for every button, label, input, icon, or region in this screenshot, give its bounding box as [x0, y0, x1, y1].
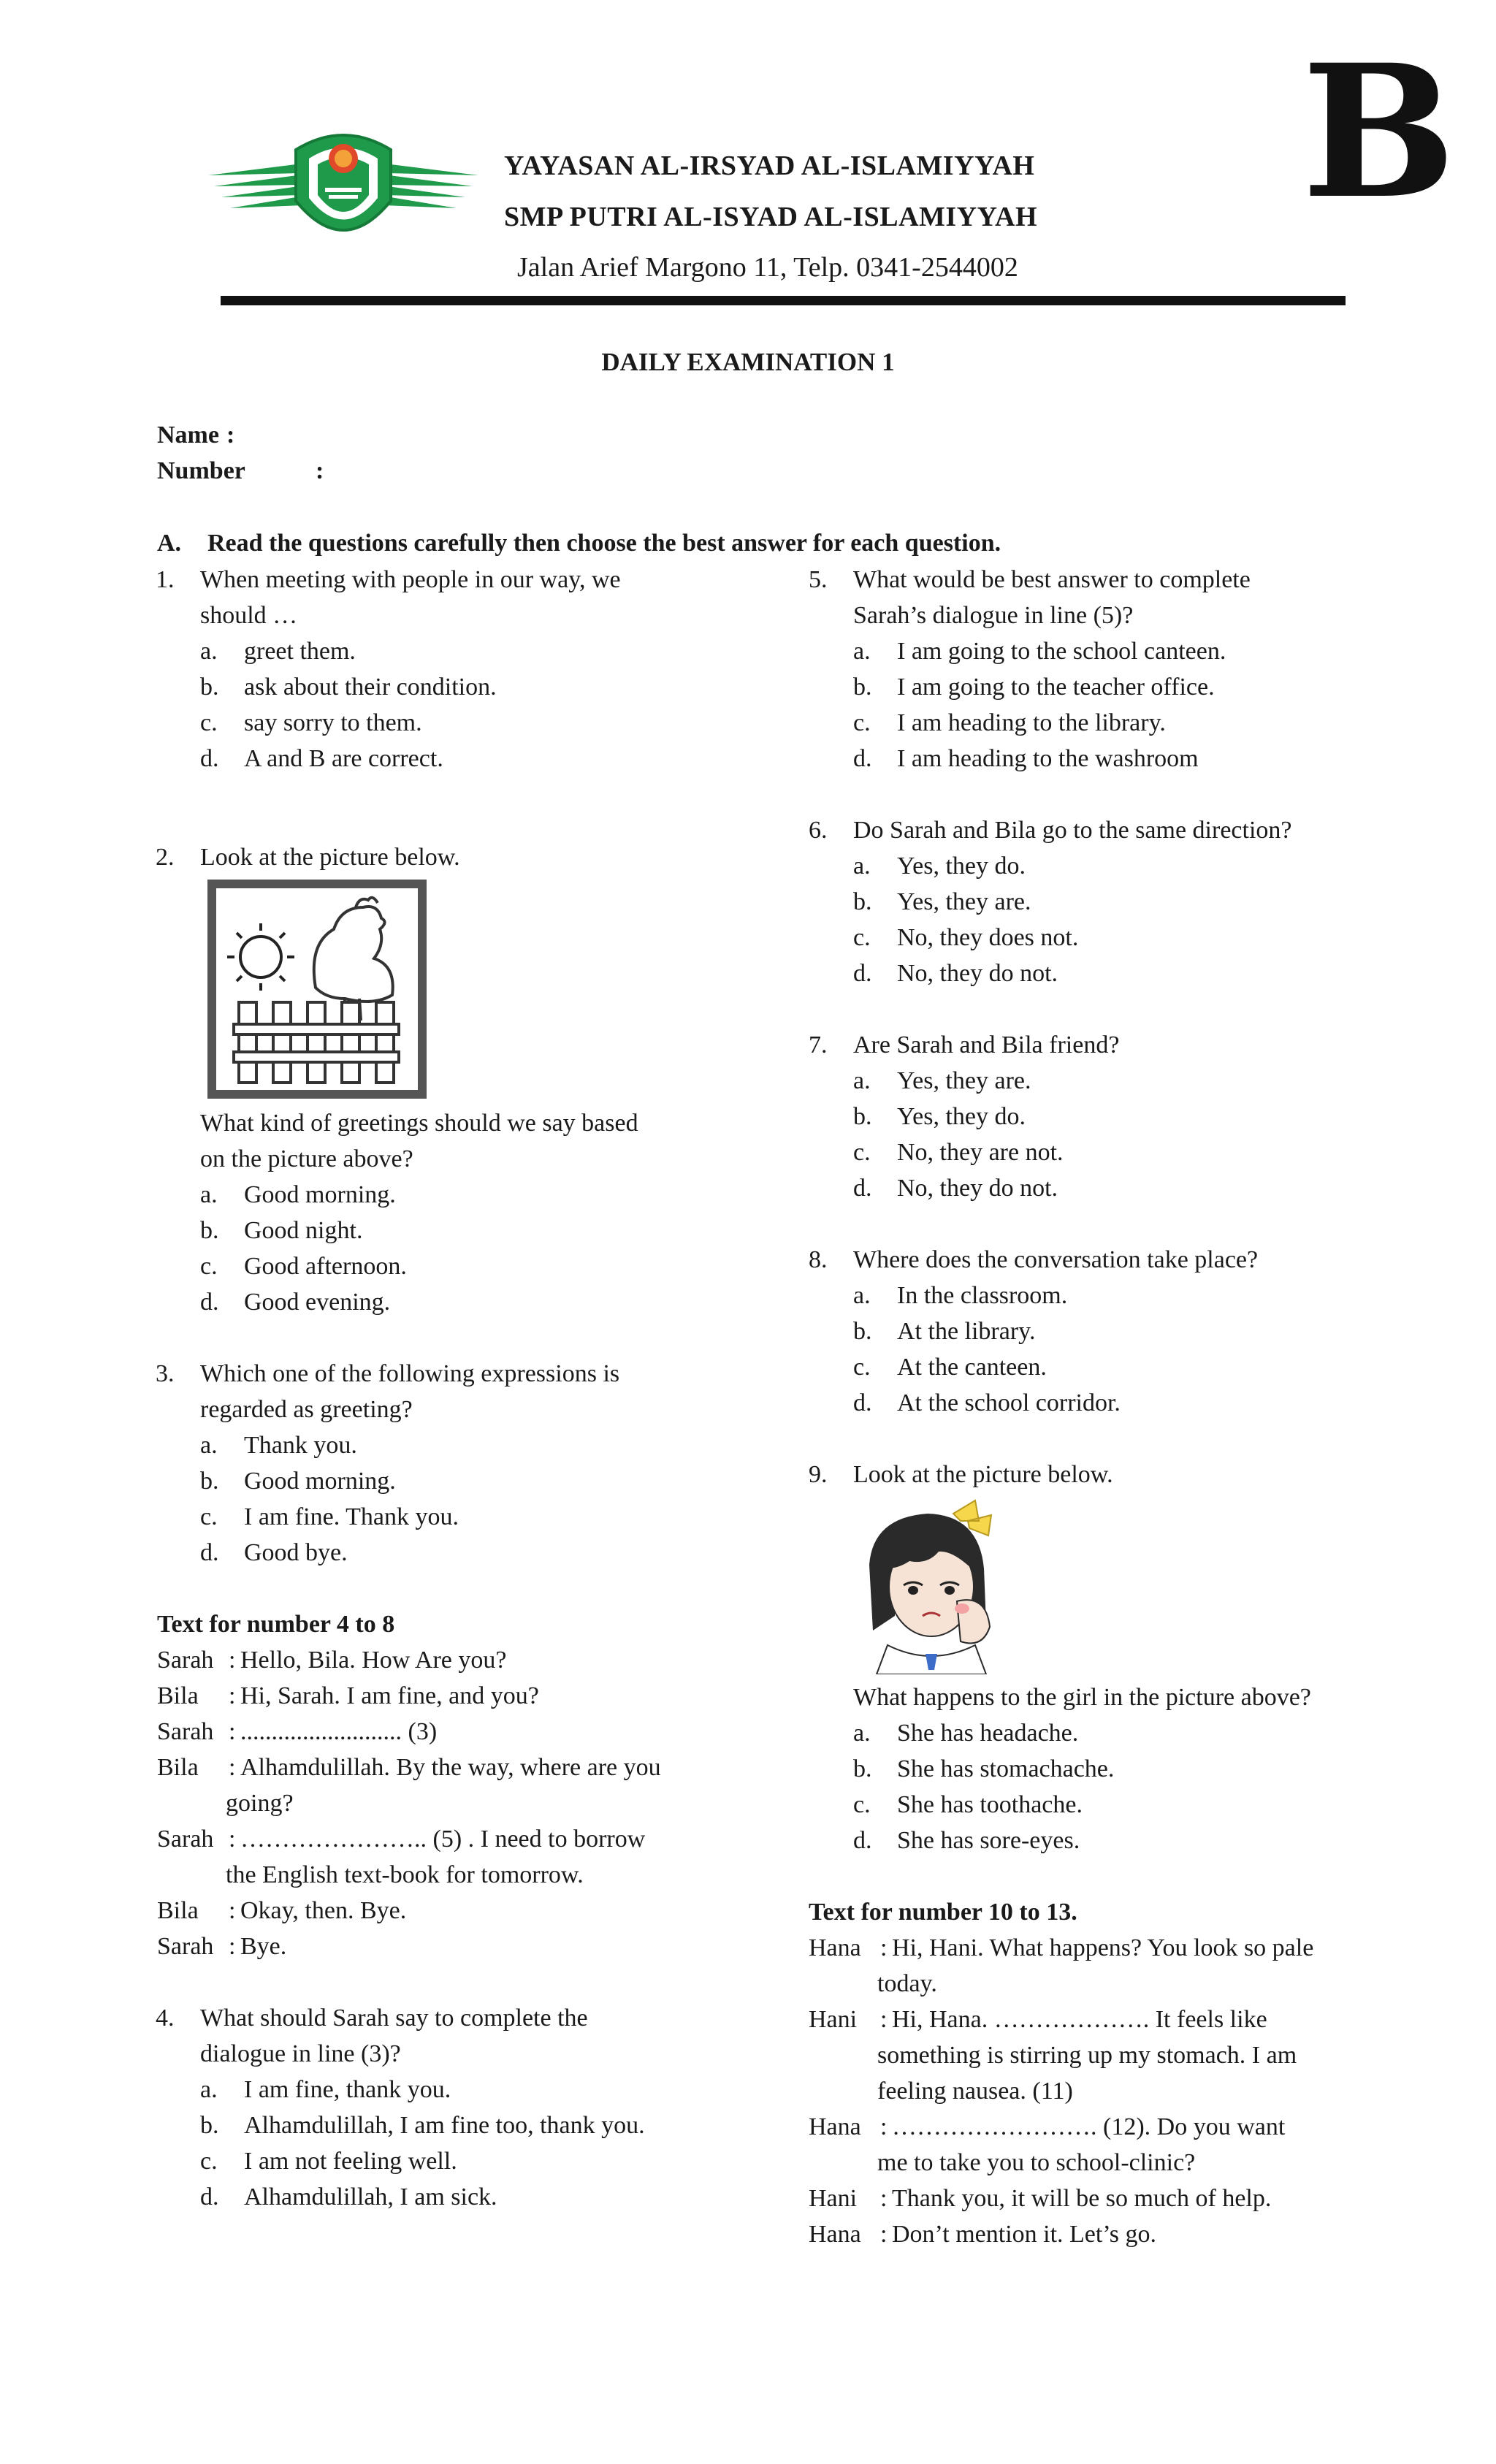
org-line-2: SMP PUTRI AL-ISYAD AL-ISLAMIYYAH — [504, 202, 1038, 232]
option-text: She has headache. — [897, 1720, 1079, 1747]
question-text: Sarah’s dialogue in line (5)? — [853, 602, 1134, 629]
question-text: Do Sarah and Bila go to the same direction? — [853, 817, 1292, 844]
question-text: What kind of greetings should we say based — [200, 1110, 638, 1137]
speaker: Sarah — [157, 1826, 214, 1853]
speaker-colon: : — [229, 1897, 236, 1924]
option-text: At the library. — [897, 1318, 1036, 1345]
option-letter: c. — [853, 709, 871, 736]
dialogue-line: Hi, Hana. ………………. It feels like — [892, 2006, 1267, 2033]
speaker-colon: : — [880, 1934, 888, 1961]
option-text: ask about their condition. — [244, 674, 497, 701]
dialogue-heading: Text for number 4 to 8 — [157, 1611, 395, 1638]
option-text: She has sore-eyes. — [897, 1827, 1080, 1854]
dialogue-line: Don’t mention it. Let’s go. — [892, 2221, 1157, 2248]
section-letter: A. — [157, 530, 182, 557]
school-logo — [208, 121, 478, 259]
question-text: regarded as greeting? — [200, 1396, 413, 1423]
option-text: I am heading to the washroom — [897, 745, 1199, 772]
question-text: When meeting with people in our way, we — [200, 566, 621, 593]
option-letter: a. — [200, 638, 218, 665]
option-text: Good evening. — [244, 1289, 391, 1316]
option-text: She has toothache. — [897, 1791, 1083, 1818]
option-letter: a. — [853, 1720, 871, 1747]
speaker: Hana — [809, 2113, 861, 2140]
option-letter: c. — [200, 2148, 218, 2175]
dialogue-line: Hello, Bila. How Are you? — [240, 1647, 507, 1674]
speaker: Sarah — [157, 1933, 214, 1960]
option-text: I am not feeling well. — [244, 2148, 457, 2175]
option-text: In the classroom. — [897, 1282, 1068, 1309]
question-text: Which one of the following expressions is — [200, 1360, 620, 1387]
question-number: 1. — [156, 566, 175, 593]
speaker: Hani — [809, 2185, 858, 2212]
question-text: What would be best answer to complete — [853, 566, 1251, 593]
dialogue-line: me to take you to school-clinic? — [877, 2149, 1196, 2176]
section-instruction: Read the questions carefully then choose the best answer for each question. — [207, 530, 1001, 557]
option-letter: d. — [200, 1539, 219, 1566]
dialogue-heading: Text for number 10 to 13. — [809, 1899, 1077, 1926]
option-text: Alhamdulillah, I am fine too, thank you. — [244, 2112, 645, 2139]
speaker-colon: : — [880, 2185, 888, 2212]
dialogue-line: Thank you, it will be so much of help. — [892, 2185, 1272, 2212]
option-text: Good morning. — [244, 1468, 396, 1495]
speaker: Bila — [157, 1682, 199, 1709]
speaker-colon: : — [229, 1718, 236, 1745]
option-text: I am going to the school canteen. — [897, 638, 1226, 665]
option-letter: b. — [200, 1217, 219, 1244]
option-letter: b. — [853, 1318, 872, 1345]
dialogue-line: .......................... (3) — [240, 1718, 438, 1745]
dialogue-line: something is stirring up my stomach. I am — [877, 2042, 1297, 2069]
question-text: What should Sarah say to complete the — [200, 2005, 588, 2032]
option-letter: b. — [853, 1755, 872, 1782]
option-text: I am heading to the library. — [897, 709, 1166, 736]
option-text: say sorry to them. — [244, 709, 422, 736]
option-text: Good bye. — [244, 1539, 348, 1566]
option-letter: b. — [853, 888, 872, 915]
speaker-colon: : — [229, 1682, 236, 1709]
option-text: Good afternoon. — [244, 1253, 407, 1280]
speaker: Sarah — [157, 1718, 214, 1745]
address-line: Jalan Arief Margono 11, Telp. 0341-2544002 — [517, 252, 1018, 283]
question-number: 7. — [809, 1031, 828, 1059]
speaker-colon: : — [229, 1826, 236, 1853]
dialogue-line: going? — [226, 1790, 294, 1817]
dialogue-line: ……………………. (12). Do you want — [892, 2113, 1286, 2140]
name-colon: : — [226, 422, 235, 449]
option-letter: d. — [853, 1175, 872, 1202]
sick-girl-picture — [858, 1499, 1012, 1674]
option-text: No, they do not. — [897, 960, 1058, 987]
speaker: Hana — [809, 2221, 861, 2248]
header-divider — [221, 296, 1346, 305]
speaker: Hana — [809, 1934, 861, 1961]
option-letter: c. — [853, 1791, 871, 1818]
question-number: 3. — [156, 1360, 175, 1387]
option-letter: b. — [200, 2112, 219, 2139]
option-letter: d. — [200, 745, 219, 772]
rooster-sunrise-picture — [206, 878, 428, 1100]
option-letter: a. — [853, 1282, 871, 1309]
option-text: greet them. — [244, 638, 356, 665]
option-letter: d. — [200, 2183, 219, 2211]
option-letter: b. — [200, 674, 219, 701]
question-text: on the picture above? — [200, 1145, 413, 1172]
question-number: 9. — [809, 1461, 828, 1488]
question-text: Look at the picture below. — [200, 844, 460, 871]
option-letter: d. — [853, 1389, 872, 1416]
option-letter: b. — [200, 1468, 219, 1495]
option-text: No, they do not. — [897, 1175, 1058, 1202]
option-letter: b. — [853, 1103, 872, 1130]
dialogue-line: Alhamdulillah. By the way, where are you — [240, 1754, 661, 1781]
dialogue-line: Okay, then. Bye. — [240, 1897, 407, 1924]
question-text: What happens to the girl in the picture above? — [853, 1684, 1311, 1711]
option-text: Yes, they do. — [897, 1103, 1026, 1130]
name-label: Name — [157, 422, 219, 449]
option-letter: a. — [200, 2076, 218, 2103]
option-text: Good morning. — [244, 1181, 396, 1208]
option-text: A and B are correct. — [244, 745, 443, 772]
option-text: No, they are not. — [897, 1139, 1064, 1166]
option-text: Yes, they are. — [897, 1067, 1031, 1094]
question-text: dialogue in line (3)? — [200, 2040, 401, 2067]
question-text: Look at the picture below. — [853, 1461, 1113, 1488]
option-text: I am fine, thank you. — [244, 2076, 451, 2103]
question-number: 4. — [156, 2005, 175, 2032]
option-letter: a. — [853, 1067, 871, 1094]
number-colon: : — [316, 457, 324, 484]
option-letter: a. — [200, 1181, 218, 1208]
dialogue-line: Hi, Sarah. I am fine, and you? — [240, 1682, 539, 1709]
speaker: Bila — [157, 1897, 199, 1924]
option-letter: c. — [200, 1253, 218, 1280]
option-text: Yes, they are. — [897, 888, 1031, 915]
speaker-colon: : — [880, 2113, 888, 2140]
option-letter: c. — [853, 924, 871, 951]
dialogue-line: feeling nausea. (11) — [877, 2078, 1073, 2105]
option-letter: d. — [853, 1827, 872, 1854]
question-number: 2. — [156, 844, 175, 871]
question-number: 6. — [809, 817, 828, 844]
option-letter: d. — [200, 1289, 219, 1316]
dialogue-line: the English text-book for tomorrow. — [226, 1861, 584, 1888]
speaker-colon: : — [229, 1933, 236, 1960]
dialogue-line: Bye. — [240, 1933, 287, 1960]
option-text: Good night. — [244, 1217, 363, 1244]
option-letter: d. — [853, 745, 872, 772]
option-text: Alhamdulillah, I am sick. — [244, 2183, 497, 2211]
option-text: I am fine. Thank you. — [244, 1503, 459, 1530]
option-text: Thank you. — [244, 1432, 357, 1459]
option-letter: a. — [853, 638, 871, 665]
option-letter: d. — [853, 960, 872, 987]
option-text: At the canteen. — [897, 1354, 1047, 1381]
option-letter: a. — [200, 1432, 218, 1459]
page-title: DAILY EXAMINATION 1 — [601, 348, 895, 376]
option-text: At the school corridor. — [897, 1389, 1121, 1416]
option-letter: a. — [853, 853, 871, 880]
dialogue-line: Hi, Hani. What happens? You look so pale — [892, 1934, 1314, 1961]
dialogue-line: today. — [877, 1970, 937, 1997]
option-text: She has stomachache. — [897, 1755, 1115, 1782]
option-letter: c. — [200, 1503, 218, 1530]
question-number: 8. — [809, 1246, 828, 1273]
question-text: should … — [200, 602, 298, 629]
question-text: Are Sarah and Bila friend? — [853, 1031, 1120, 1059]
option-letter: b. — [853, 674, 872, 701]
option-text: Yes, they do. — [897, 853, 1026, 880]
option-letter: c. — [853, 1139, 871, 1166]
option-letter: c. — [200, 709, 218, 736]
speaker-colon: : — [229, 1647, 236, 1674]
speaker-colon: : — [880, 2006, 888, 2033]
option-text: No, they does not. — [897, 924, 1079, 951]
speaker: Hani — [809, 2006, 858, 2033]
question-number: 5. — [809, 566, 828, 593]
option-letter: c. — [853, 1354, 871, 1381]
option-text: I am going to the teacher office. — [897, 674, 1215, 701]
speaker-colon: : — [229, 1754, 236, 1781]
org-line-1: YAYASAN AL-IRSYAD AL-ISLAMIYYAH — [504, 150, 1035, 181]
question-text: Where does the conversation take place? — [853, 1246, 1259, 1273]
speaker: Sarah — [157, 1647, 214, 1674]
speaker: Bila — [157, 1754, 199, 1781]
series-letter: B — [1302, 24, 1454, 239]
number-label: Number — [157, 457, 245, 484]
dialogue-line: ………………….. (5) . I need to borrow — [240, 1826, 646, 1853]
speaker-colon: : — [880, 2221, 888, 2248]
